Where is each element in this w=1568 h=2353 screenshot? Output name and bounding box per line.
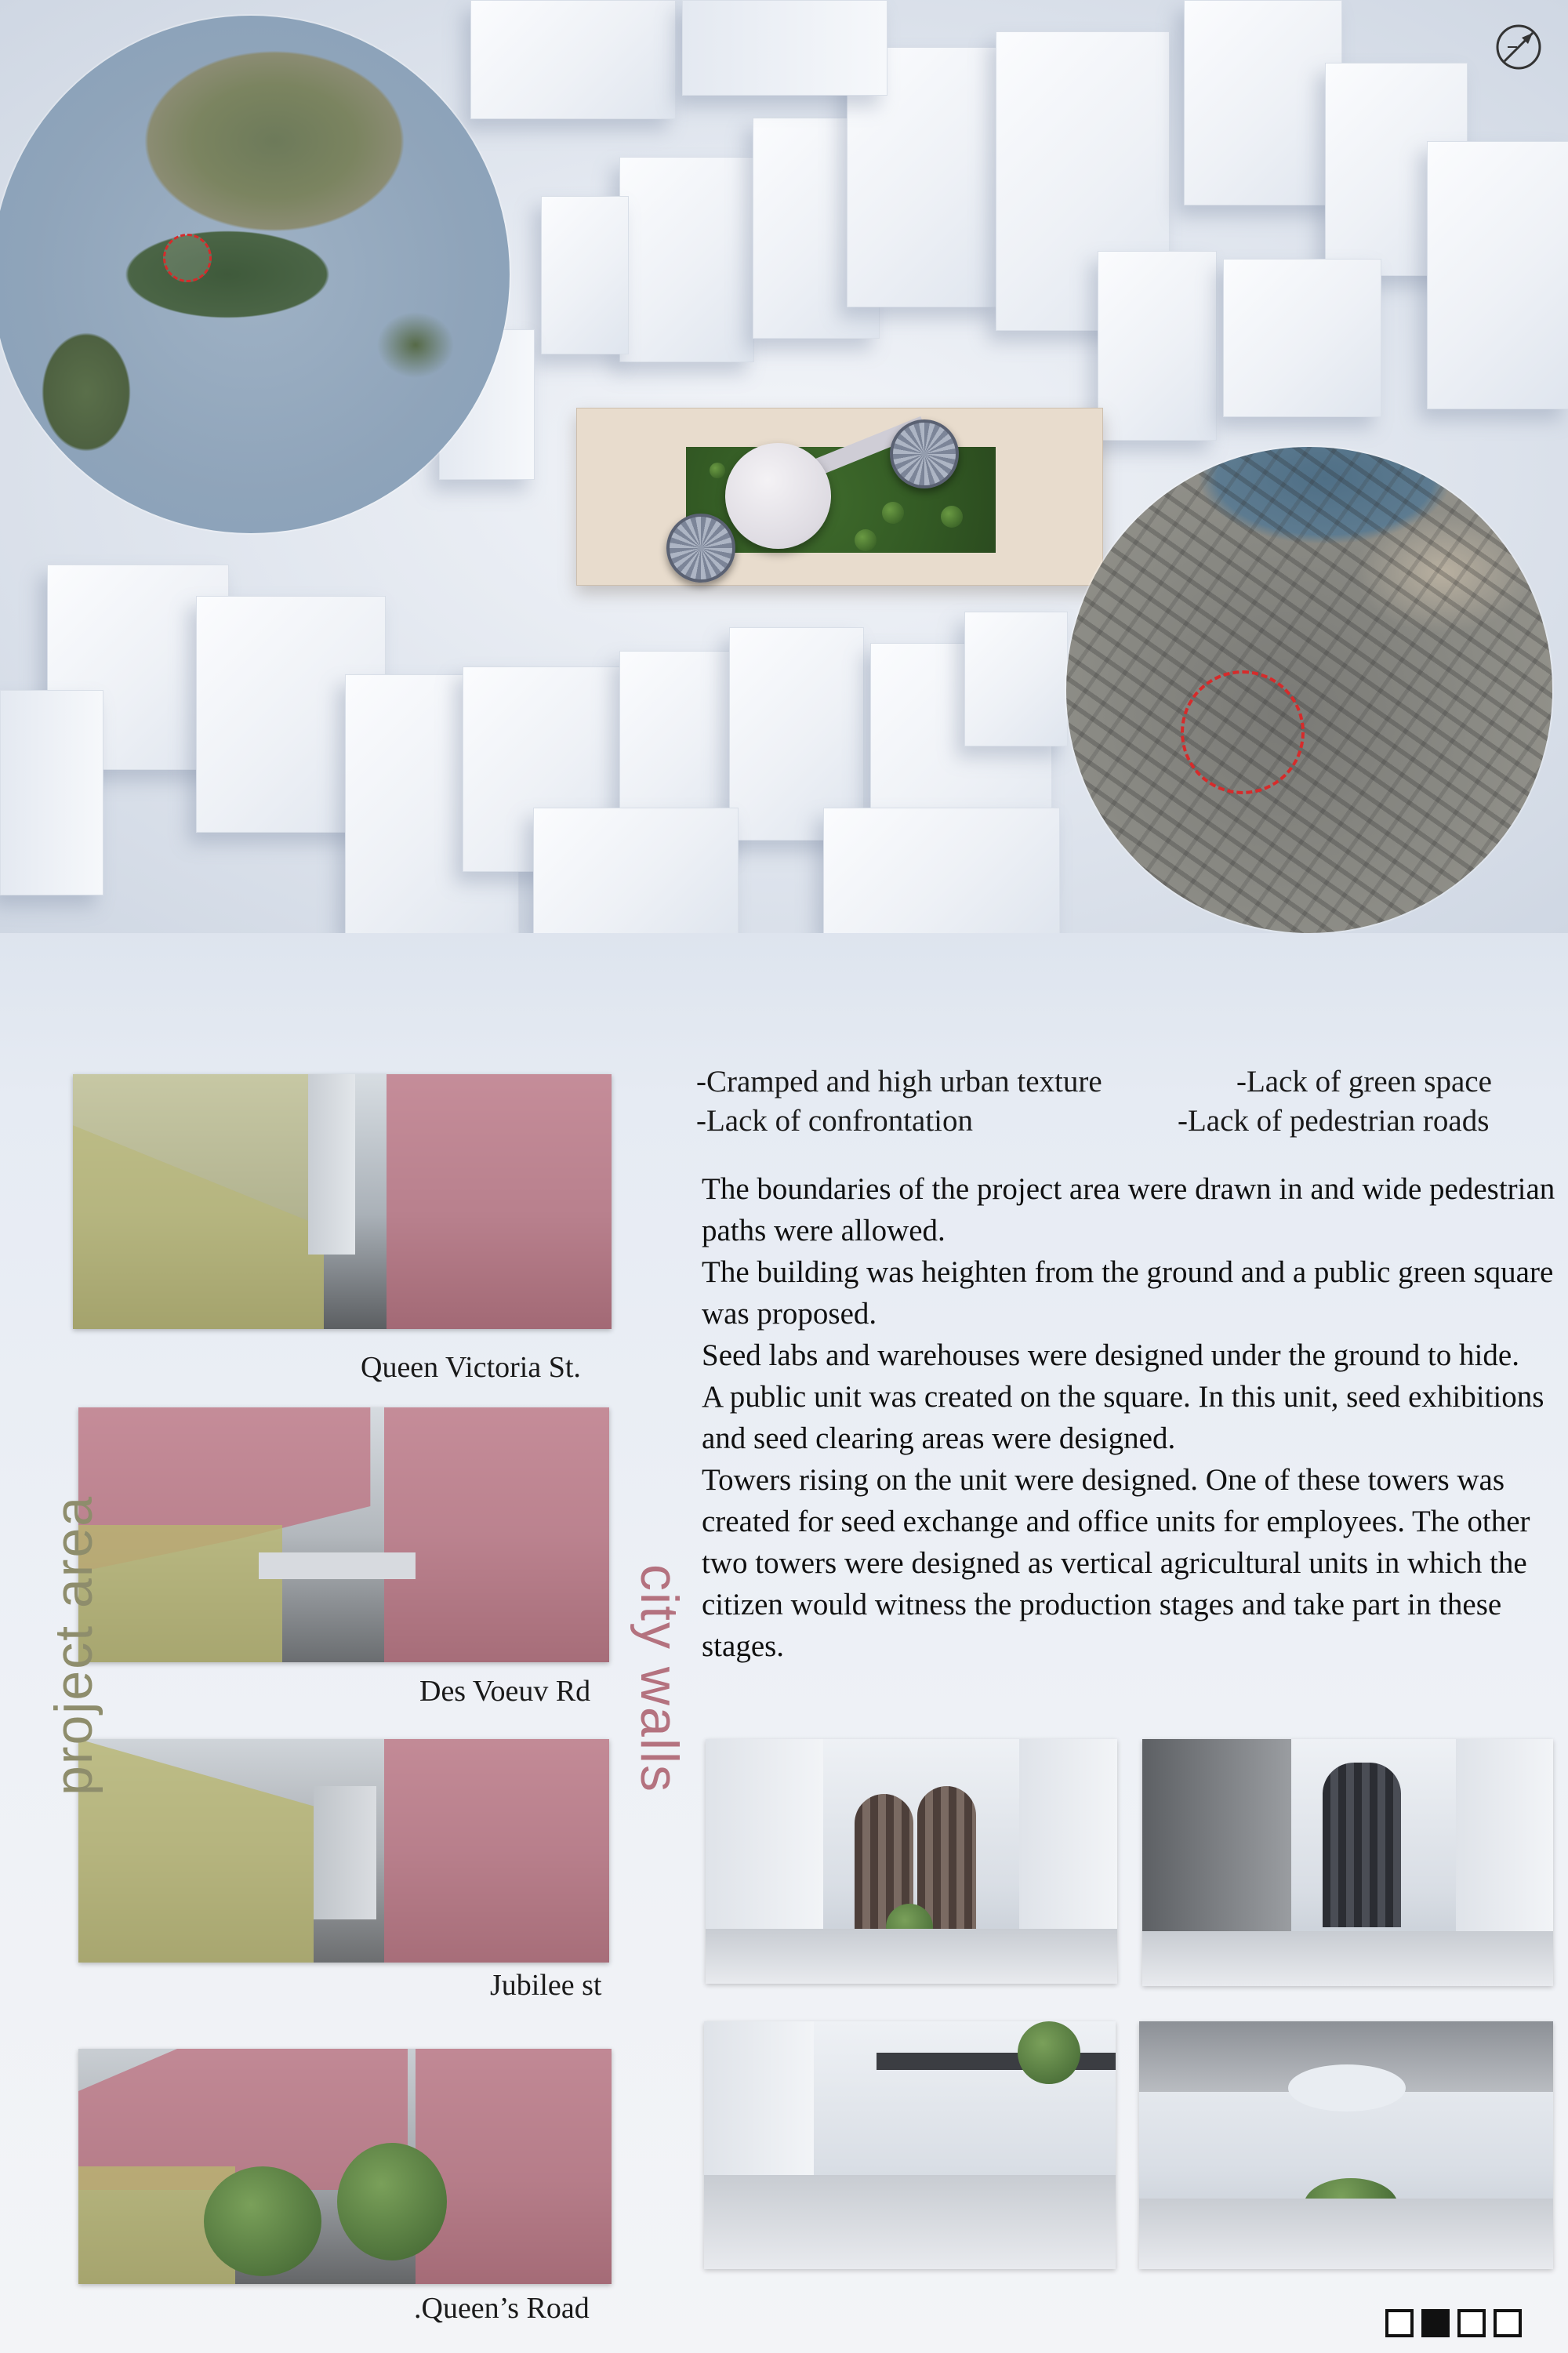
building-block xyxy=(682,0,887,96)
interior-render-atrium xyxy=(1139,2021,1553,2269)
building-block xyxy=(1223,259,1381,417)
description-paragraph: A public unit was created on the square. In this unit, seed exhibitions and seed clearing areas were designed. xyxy=(702,1380,1544,1455)
tower-roof xyxy=(666,514,735,583)
page-indicator-square xyxy=(1385,2309,1414,2337)
street-photo-des-voeux xyxy=(78,1407,609,1662)
description-paragraph: Towers rising on the unit were designed. One of these towers was created for seed exchange and office units for employees. The other two towers were designed as vertical agricultural units in which the citizen would witness the production stages and take part in these stages. xyxy=(702,1463,1530,1663)
tree xyxy=(710,463,725,478)
public-unit-roof xyxy=(725,443,831,549)
building-block xyxy=(1184,0,1342,205)
page-indicator-square xyxy=(1494,2309,1522,2337)
street-photo-queens-road xyxy=(78,2049,612,2284)
tree xyxy=(855,529,877,551)
square-render-canopy xyxy=(704,2021,1116,2269)
hong-kong-map xyxy=(0,16,510,533)
compass-icon xyxy=(1494,22,1544,72)
description-paragraph: The boundaries of the project area were drawn in and wide pedestrian paths were allowed. xyxy=(702,1172,1555,1247)
building-block xyxy=(823,808,1060,933)
tree xyxy=(941,506,963,528)
problem-item: -Lack of green space xyxy=(1236,1065,1492,1098)
building-block xyxy=(470,0,676,119)
building-block xyxy=(541,196,629,354)
building-block xyxy=(1098,251,1217,441)
building-block xyxy=(619,157,754,362)
city-walls-label: city walls xyxy=(630,1564,689,1794)
building-block xyxy=(964,612,1068,746)
project-area-label: project area xyxy=(44,1494,103,1796)
tree xyxy=(882,502,904,524)
street-render-bridge xyxy=(1142,1739,1553,1986)
tower-roof xyxy=(890,419,959,488)
building-block xyxy=(1427,141,1568,409)
central-district-map xyxy=(1066,447,1552,933)
description-paragraph: The building was heighten from the ground and a public green square was proposed. xyxy=(702,1255,1554,1331)
photo-caption: Queen Victoria St. xyxy=(361,1351,581,1384)
building-block xyxy=(0,690,103,895)
description-paragraph: Seed labs and warehouses were designed under the ground to hide. xyxy=(702,1338,1519,1372)
page-indicator xyxy=(1385,2309,1522,2337)
street-render-towers xyxy=(706,1739,1117,1984)
dashed-circle-marker xyxy=(163,234,212,282)
design-description xyxy=(702,1168,1556,1667)
problem-item: -Lack of pedestrian roads xyxy=(1178,1104,1490,1138)
street-photo-queen-victoria xyxy=(73,1074,612,1329)
photo-caption: .Queen’s Road xyxy=(414,2292,590,2325)
page-indicator-square xyxy=(1421,2309,1450,2337)
problem-item: -Lack of confrontation xyxy=(696,1104,974,1138)
problem-item: -Cramped and high urban texture xyxy=(696,1065,1102,1098)
page-indicator-square xyxy=(1457,2309,1486,2337)
photo-caption: Des Voeuv Rd xyxy=(419,1675,591,1708)
photo-caption: Jubilee st xyxy=(490,1969,602,2002)
dashed-circle-marker xyxy=(1181,670,1305,794)
street-photo-jubilee xyxy=(78,1739,609,1963)
building-block xyxy=(533,808,739,933)
aerial-site-render xyxy=(0,0,1568,933)
